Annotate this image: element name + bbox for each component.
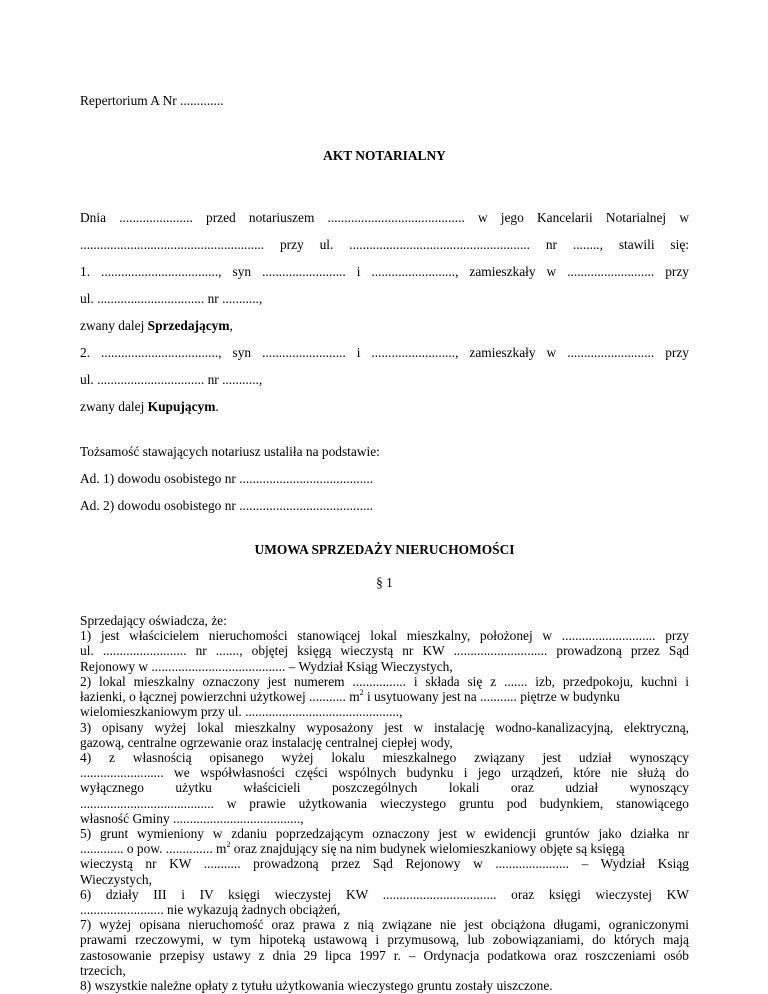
superscript-2: 2 — [226, 840, 231, 850]
repertorium-number: Repertorium A Nr ............. — [80, 93, 224, 108]
body-line: wielomieszkaniowym przy ul. .............................................., — [80, 704, 403, 720]
party2-line-2: ul. ................................ nr ..........., — [80, 372, 263, 387]
party2-role — [80, 399, 689, 415]
body-line — [80, 689, 689, 704]
body-line: 2) lokal mieszkalny oznaczony jest numerem ................ i składa się z ....... izb, przedpokoju, kuchni i — [80, 673, 689, 689]
body-line: Wieczystych, — [80, 871, 152, 887]
document-title: AKT NOTARIALNY — [323, 148, 446, 163]
identity-ad2: Ad. 2) dowodu osobistego nr ........................................ — [80, 498, 374, 513]
contract-title: UMOWA SPRZEDAŻY NIERUCHOMOŚCI — [254, 542, 515, 557]
body-line: 5) grunt wymieniony w zdaniu poprzedzającym oznaczony jest w ewidencji gruntów jako działka nr — [80, 825, 689, 841]
body-line: wieczystą nr KW ........... prowadzoną przez Sąd Rejonowy w ...................... – Wydział Ksiąg — [80, 856, 689, 872]
party1-line-2: ul. ................................ nr ..........., — [80, 291, 263, 306]
body-line: ............. o pow. .............. $m^2$ oraz znajdujący się na nim budynek wielomieszkaniowy objęte są księgą — [80, 840, 625, 857]
body-line: ......................... we współwłasności części wspólnych budynku i jego urządzeń, które nie służą do — [80, 765, 689, 781]
superscript-2: 2 — [359, 688, 364, 697]
party1-role-prefix: zwany dalej — [80, 318, 148, 333]
party2-role-name: Kupującym — [147, 399, 216, 414]
party1-role-name: Sprzedającym — [147, 318, 230, 333]
body-line: 8) wszystkie należne opłaty z tytułu użytkowania wieczystego gruntu zostały uiszczone. — [80, 978, 553, 993]
body-line: 4) z własnością opisanego wyżej lokalu mieszkalnego związany jest udział wynoszący — [80, 749, 689, 765]
party2-line-1: 2. ..................................., syn ......................... i ........................., zamieszkały w .......................... przy — [80, 345, 689, 360]
body-line: gazową, centralne ogrzewanie oraz instalację centralnej ciepłej wody, — [80, 734, 453, 750]
body-line-part: łazienki, o łącznej powierzchni użytkowej ........... $m^2$ i usytuowany jest na ........... piętrze w budynku — [80, 688, 620, 704]
body-line: zastosowanie przepisy ustawy z dnia 29 lipca 1997 r. – Ordynacja podatkowa oraz roszczeniami osób — [80, 947, 689, 963]
body-line: 7) wyżej opisana nieruchomość oraz prawa z nią związane nie jest obciążona długami, ograniczonymi — [80, 917, 689, 933]
body-line: 6) działy III i IV księgi wieczystej KW .................................. oraz księgi wieczystej KW — [80, 886, 689, 902]
section-number: § 1 — [376, 575, 393, 590]
body-line: 1) jest właścicielem nieruchomości stanowiącej lokal mieszkalny, położonej w ............................ przy — [80, 628, 689, 644]
party1-role-suffix: , — [229, 318, 233, 333]
intro-line-2: ....................................................... przy ul. ...................................................... nr ........, stawili się: — [80, 237, 689, 252]
body-line: ul. ......................... nr ......., objętej księgą wieczystą nr KW ............................ prowadzoną przez Sąd — [80, 643, 689, 659]
body-line: prawami rzeczowymi, w tym hipoteką ustawową i przymusową, lub zobowiązaniami, do których mają — [80, 932, 689, 948]
body-line: własność Gminy ......................................, — [80, 810, 304, 826]
party1-line-1: 1. ..................................., syn ......................... i ........................., zamieszkały w .......................... przy — [80, 264, 689, 279]
identity-heading: Tożsamość stawających notariusz ustaliła na podstawie: — [80, 444, 380, 459]
body-line: Sprzedający oświadcza, że: — [80, 613, 227, 628]
intro-line-1: Dnia ...................... przed notariuszem ......................................... w jego Kancelarii Notarialnej w — [80, 210, 689, 225]
body-line: 3) opisany wyżej lokal mieszkalny wyposażony jest w instalację wodno-kanalizacyjną, elektryczną, — [80, 719, 689, 735]
body-line: ........................................ w prawie użytkowania wieczystego gruntu pod budynkiem, stanowiącego — [80, 795, 689, 811]
party1-role — [80, 318, 689, 334]
body-line: ......................... nie wykazują żadnych obciążeń, — [80, 902, 341, 917]
body-line: wyłącznego użytku właścicieli poszczególnych lokali oraz udział wynoszący — [80, 780, 689, 796]
body-line: trzecich, — [80, 962, 126, 978]
identity-ad1: Ad. 1) dowodu osobistego nr ........................................ — [80, 471, 374, 486]
party2-role-suffix: . — [215, 399, 219, 414]
party2-role-prefix: zwany dalej — [80, 399, 148, 414]
body-line: Rejonowy w ........................................ – Wydział Ksiąg Wieczystych, — [80, 658, 453, 674]
